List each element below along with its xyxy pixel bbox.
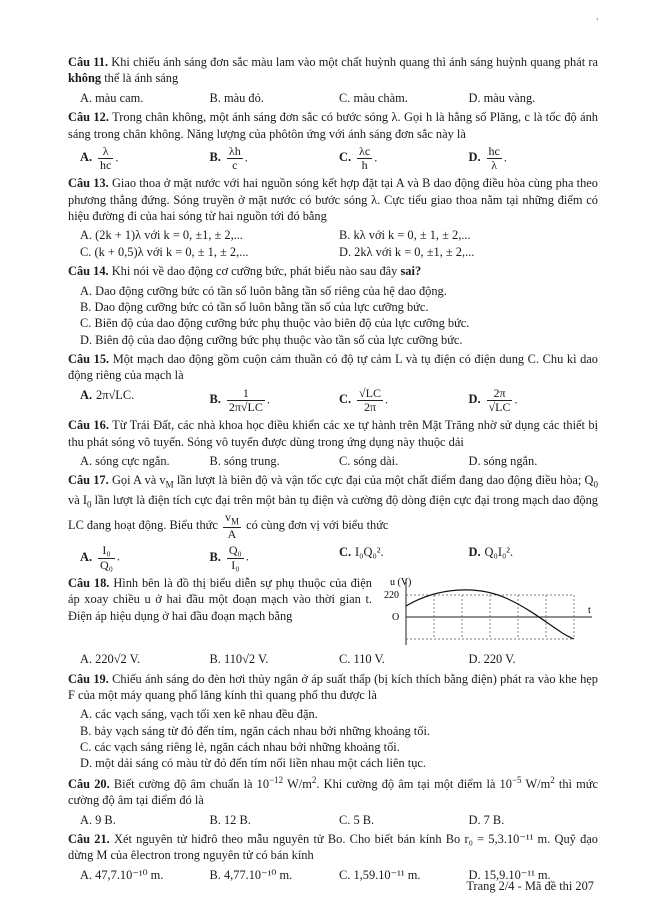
y-axis-label: u (V): [390, 576, 412, 588]
question-14: Câu 14. Khi nói về dao động cơ cưỡng bức, phát biểu nào sau đây sai?: [68, 264, 422, 279]
option-a: A. các vạch sáng, vạch tối xen kẽ nhau đều đặn.: [80, 707, 318, 722]
option-d: D. $\frac{hc}{\lambda}$ .: [468, 143, 507, 173]
option-c: C. các vạch sáng riêng lẻ, ngăn cách nhau bởi những khoảng tối.: [80, 740, 400, 755]
sine-graph-svg: [378, 575, 598, 647]
question-11: Câu 11. Khi chiếu ánh sáng đơn sắc màu lam vào một chất huỳnh quang thì ánh sáng huỳnh quang phát ra không thể là ánh sáng: [68, 55, 598, 86]
option-a: A. 9 B.: [80, 812, 116, 827]
question-20-options: [68, 812, 598, 828]
option-c: C. (k + 0,5)λ với k = 0, ± 1, ± 2,...: [80, 244, 249, 259]
question-18: Câu 18. Hình bên là đồ thị biểu diễn sự phụ thuộc của điện áp xoay chiều u ở hai đầu một đoạn mạch vào thời gian t. Điện áp hiệu dụng ở hai đầu đoạn mạch bằng u (V) 220 O t: [68, 575, 598, 651]
question-19-options: [68, 706, 598, 772]
question-16: Câu 16. Từ Trái Đất, các nhà khoa học điều khiển các xe tự hành trên Mặt Trăng nhờ sử dụng các thiết bị thu phát sóng vô tuyến. Sóng vô tuyến được dùng trong ứng dụng này thuộc dải: [68, 418, 599, 449]
option-b: B. $\frac{\lambda h}{c}$ .: [209, 143, 248, 173]
question-17-options: [68, 544, 598, 571]
option-c: C. 5 B.: [339, 812, 375, 827]
question-12-options: [68, 145, 598, 172]
origin-label: O: [392, 611, 400, 623]
option-a: A. sóng cực ngắn.: [80, 453, 170, 468]
option-d: D. 7 B.: [468, 812, 505, 827]
question-12: Câu 12. Trong chân không, một ánh sáng đơn sắc có bước sóng λ. Gọi h là hằng số Plăng, c là tốc độ ánh sáng trong chân không. Năng lượng của phôtôn ứng với ánh sáng đơn sắc này là: [68, 110, 599, 141]
option-b: B. $\frac{1}{2\pi√LC}$ .: [209, 385, 270, 414]
question-13: Câu 13. Giao thoa ở mặt nước với hai nguồn sóng kết hợp đặt tại A và B dao động điều hòa cùng pha theo phương thẳng đứng. Sóng truyền ở mặt nước có bước sóng λ. Cực tiểu giao thoa nằm tại những điểm có hiệu đường đi của hai sóng từ hai nguồn tới đó bằng: [68, 176, 599, 223]
option-c: C. Biên độ của dao động cưỡng bức phụ thuộc vào biên độ của lực cưỡng bức.: [80, 316, 470, 331]
question-18-options: [68, 651, 598, 667]
option-b: B. 110√2 V.: [209, 652, 269, 667]
option-c: C. $\frac{√LC}{2\pi}$ .: [339, 385, 389, 414]
option-b: B. 4,77.10⁻¹⁰ m.: [209, 867, 293, 882]
option-c: C. màu chàm.: [339, 90, 408, 105]
option-a: A. 2π√LC.: [80, 387, 135, 402]
option-d: D. một dải sáng có màu từ đỏ đến tím nối liền nhau một cách liên tục.: [80, 756, 427, 771]
option-a: A. $\frac{\text{I₀}}{\text{Q₀}}$ .: [80, 543, 121, 572]
option-b: B. sóng trung.: [209, 453, 280, 468]
option-d: D. Biên độ của dao động cưỡng bức phụ thuộc vào tần số của lực cưỡng bức.: [80, 332, 463, 347]
vm-over-a-fraction: $\frac{v_M}{A}$: [224, 509, 239, 542]
option-a: A. $\frac{\lambda}{hc}$ .: [80, 143, 119, 173]
voltage-time-graph: [378, 575, 598, 651]
question-15: Câu 15. Một mạch dao động gồm cuộn cảm thuần có độ tự cảm L và tụ điện có điện dung C. Chu kì dao động riêng của mạch là: [68, 352, 598, 383]
option-a: A. Dao động cưỡng bức có tần số luôn bằng tần số riêng của hệ dao động.: [80, 283, 447, 298]
option-d: D. Q₀I₀².: [468, 545, 514, 560]
option-d: D. màu vàng.: [468, 90, 536, 105]
option-d: D. 220 V.: [468, 652, 516, 667]
option-d: D. 2kλ với k = 0, ±1, ± 2,...: [339, 244, 475, 259]
question-21: Câu 21. Xét nguyên tử hiđrô theo mẫu nguyên tử Bo. Cho biết bán kính Bo r₀ = 5,3.10⁻¹¹ m. Quỹ đạo dừng M của êlectron trong nguyên tử có bán kính: [68, 832, 598, 863]
y-max-label: 220: [384, 589, 399, 601]
option-b: B. $\frac{\text{Q₀}}{\text{I₀}}$ .: [209, 543, 249, 572]
option-b: B. Dao động cưỡng bức có tần số luôn bằng tần số của lực cưỡng bức.: [80, 299, 429, 314]
option-c: C. 110 V.: [339, 652, 385, 667]
question-17: Câu 17. Gọi A và $v_M$ lần lượt là biên độ và vận tốc cực đại của một chất điểm đang dao động điều hòa; $Q_0$ và $I_0$ lần lượt là điện tích cực đại trên một bản tụ điện và cường độ dòng điện cực đại trong mạch dao động LC đang hoạt động. Biểu thức $\frac{v_M}{A}$ có cùng đơn vị với biểu thức: [68, 473, 599, 542]
question-13-options-row2: [68, 244, 598, 260]
option-d: D. sóng ngắn.: [468, 453, 538, 468]
option-c: C. $\frac{\lambda c}{h}$ .: [339, 143, 378, 173]
option-a: A. màu cam.: [80, 90, 144, 105]
option-b: B. màu đỏ.: [209, 90, 264, 105]
option-a: A. 47,7.10⁻¹⁰ m.: [80, 867, 164, 882]
option-a: A. 220√2 V.: [80, 652, 141, 667]
option-b: B. 12 B.: [209, 812, 251, 827]
corner-mark: ': [596, 17, 598, 28]
question-15-options: [68, 387, 598, 414]
question-11-options: [68, 90, 598, 106]
question-19: Câu 19. Chiếu ánh sáng do đèn hơi thủy ngân ở áp suất thấp (bị kích thích bằng điện) phát ra vào khe hẹp F của một máy quang phổ lăng kính thì quang phổ thu được là: [68, 671, 598, 702]
option-b: B. bảy vạch sáng từ đỏ đến tím, ngăn cách nhau bởi những khoảng tối.: [80, 723, 430, 738]
option-d: D. $\frac{2\pi}{√LC}$ .: [468, 385, 518, 414]
option-a: A. (2k + 1)λ với k = 0, ±1, ± 2,...: [80, 228, 244, 243]
question-20: Câu 20. Biết cường độ âm chuẩn là $10^{-12}$ $W/m^2$. Khi cường độ âm tại một điểm là $10^{-5}$ $W/m^2$ thì mức cường độ âm tại điểm đó là: [68, 774, 599, 808]
question-13-options-row1: [68, 227, 598, 243]
question-16-options: [68, 453, 598, 469]
option-c: C. I₀Q₀².: [339, 545, 384, 560]
question-14-options: [68, 283, 598, 349]
option-c: C. 1,59.10⁻¹¹ m.: [339, 867, 421, 882]
page-footer: Trang 2/4 - Mã đề thi 207: [466, 879, 594, 893]
option-c: C. sóng dài.: [339, 453, 399, 468]
x-axis-label: t: [588, 604, 591, 616]
option-d: D. 15,9.10⁻¹¹ m.: [468, 867, 551, 882]
option-b: B. kλ với k = 0, ± 1, ± 2,...: [339, 228, 471, 243]
